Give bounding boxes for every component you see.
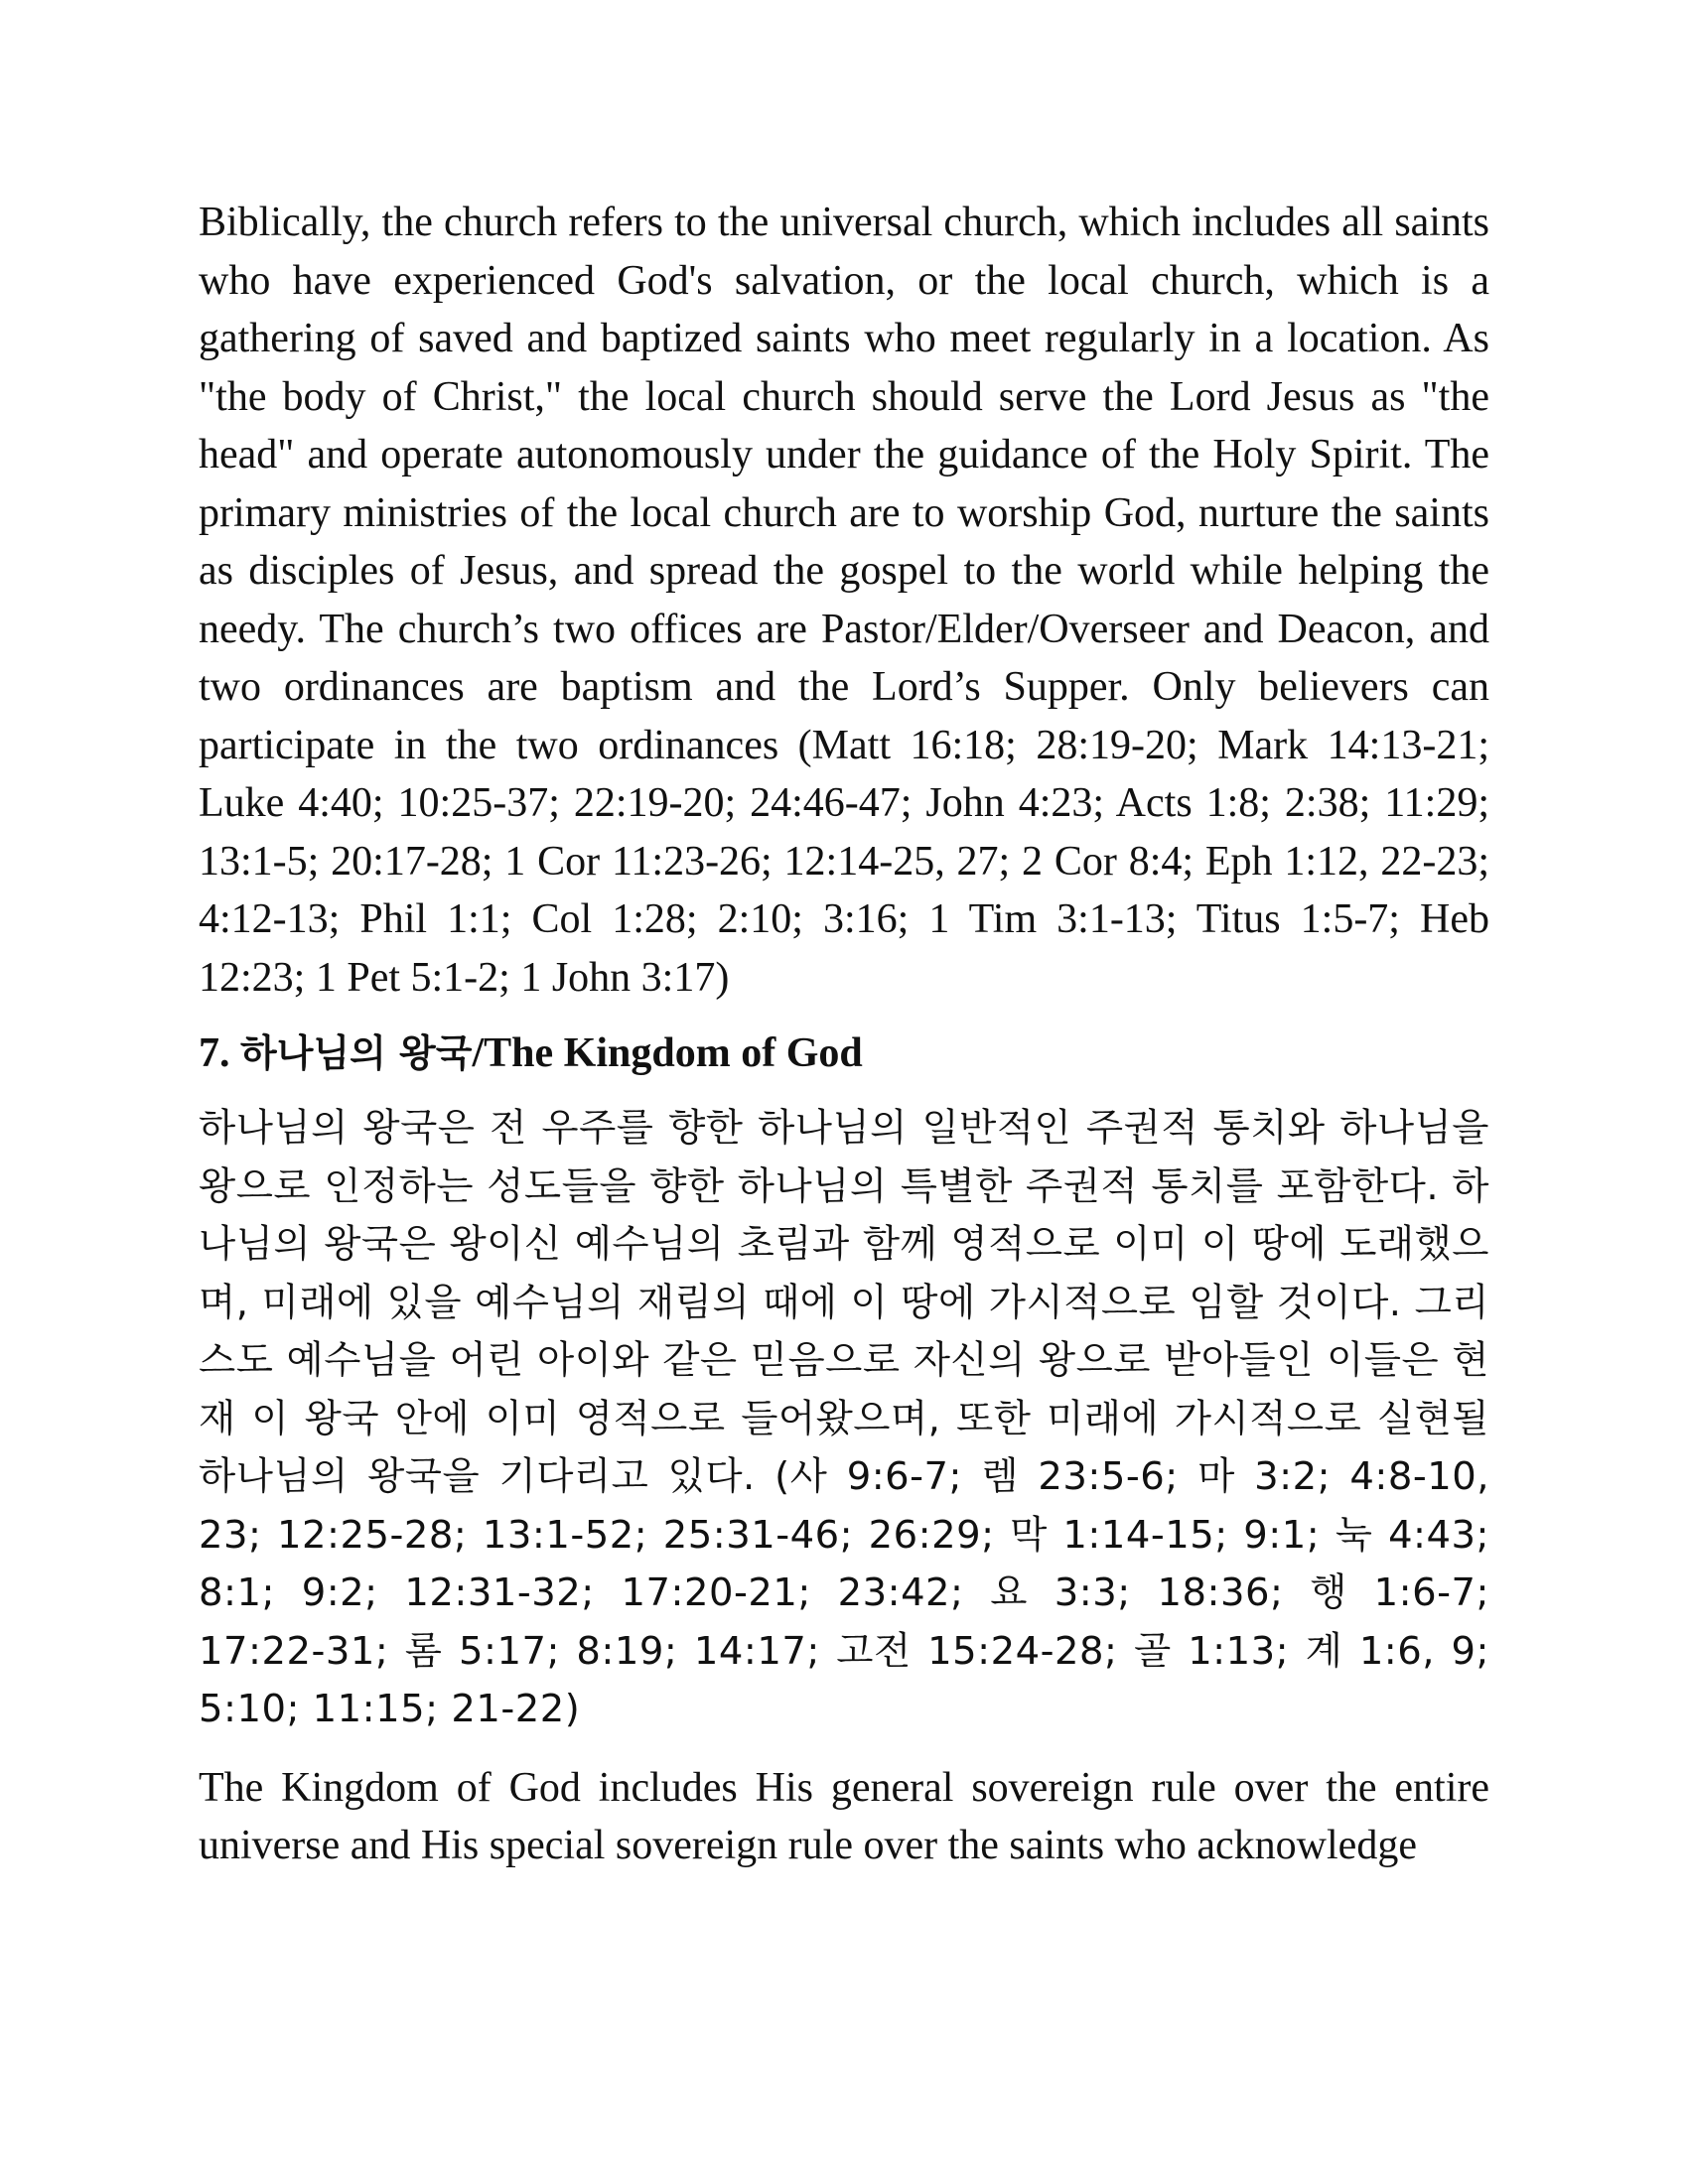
- paragraph-kingdom-en: The Kingdom of God includes His general sovereign rule over the entire universe and His special sovereign rule over the saints who acknowledge: [199, 1764, 1489, 1868]
- document-page: [199, 194, 1489, 1875]
- paragraph-church-en: Biblically, the church refers to the universal church, which includes all saints who have experienced God's salvation, or the local church, which is a gathering of saved and baptized saints who meet regularly in a location. As "the body of Christ," the local church should serve the Lord Jesus as "the head" and operate autonomously under the guidance of the Holy Spirit. The primary ministries of the local church are to worship God, nurture the saints as disciples of Jesus, and spread the gospel to the world while helping the needy. The church’s two offices are Pastor/Elder/Overseer and Deacon, and two ordinances are baptism and the Lord’s Supper. Only believers can participate in the two ordinances (Matt 16:18; 28:19-20; Mark 14:13-21; Luke 4:40; 10:25-37; 22:19-20; 24:46-47; John 4:23; Acts 1:8; 2:38; 11:29; 13:1-5; 20:17-28; 1 Cor 11:23-26; 12:14-25, 27; 2 Cor 8:4; Eph 1:12, 22-23; 4:12-13; Phil 1:1; Col 1:28; 2:10; 3:16; 1 Tim 3:1-13; Titus 1:5-7; Heb 12:23; 1 Pet 5:1-2; 1 John 3:17): [199, 200, 1489, 1001]
- heading-title-en: /The Kingdom of God: [472, 1030, 863, 1076]
- heading-number: 7.: [199, 1030, 230, 1076]
- heading-title-ko: 하나님의 왕국: [240, 1031, 473, 1075]
- section-heading-kingdom: [199, 1024, 1489, 1082]
- paragraph-kingdom-ko: 하나님의 왕국은 전 우주를 향한 하나님의 일반적인 주권적 통치와 하나님을 왕으로 인정하는 성도들을 향한 하나님의 특별한 주권적 통치를 포함한다. 하나님의 왕국은 왕이신 예수님의 초림과 함께 영적으로 이미 이 땅에 도래했으며, 미래에 있을 예수님의 재림의 때에 이 땅에 가시적으로 임할 것이다. 그리스도 예수님을 어린 아이와 같은 믿음으로 자신의 왕으로 받아들인 이들은 현재 이 왕국 안에 이미 영적으로 들어왔으며, 또한 미래에 가시적으로 실현될 하나님의 왕국을 기다리고 있다. (사 9:6-7; 렘 23:5-6; 마 3:2; 4:8-10, 23; 12:25-28; 13:1-52; 25:31-46; 26:29; 막 1:14-15; 9:1; 눅 4:43; 8:1; 9:2; 12:31-32; 17:20-21; 23:42; 요 3:3; 18:36; 행 1:6-7; 17:22-31; 롬 5:17; 8:19; 14:17; 고전 15:24-28; 골 1:13; 계 1:6, 9; 5:10; 11:15; 21-22): [199, 1106, 1489, 1731]
